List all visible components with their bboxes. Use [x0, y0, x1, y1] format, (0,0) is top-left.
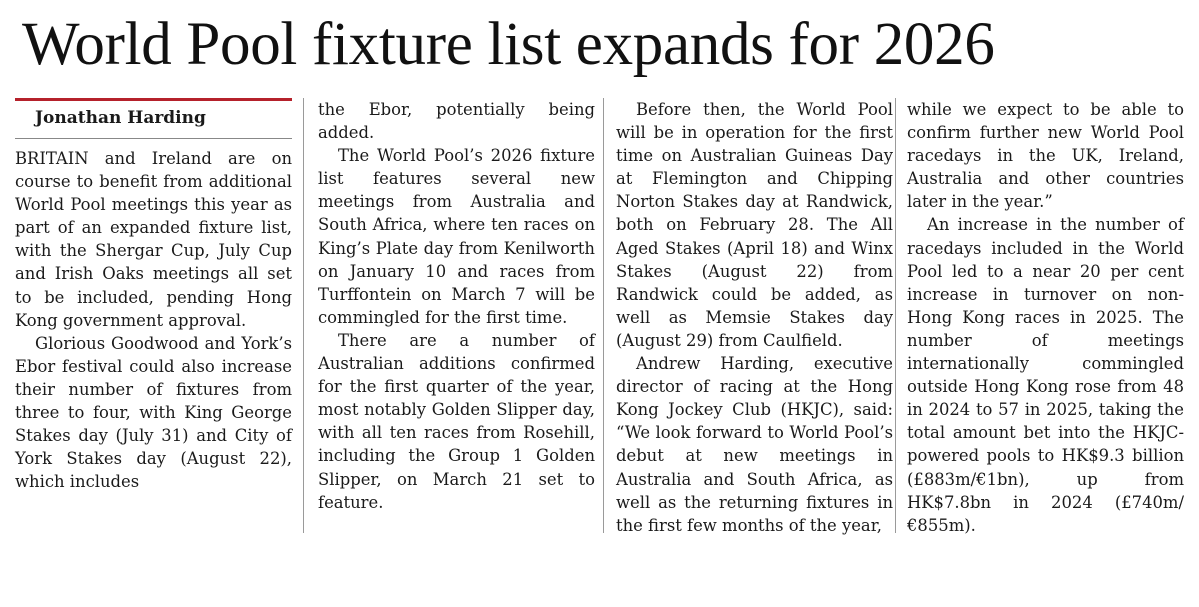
- paragraph: Before then, the World Pool will be in operation for the first time on Australian Guineas Day at Flemington and Chipping Norton Stakes day at Randwick, both on February 28. The All Aged Stakes (April 18) and Winx Stakes (August 22) from Randwick could be added, as well as Memsie Stakes day (August 29) from Caulfield.: [616, 100, 893, 350]
- article-column-1: [15, 98, 292, 493]
- column-divider: [895, 98, 896, 533]
- paragraph: Glorious Goodwood and York’s Ebor festival could also increase their number of fixtures from three to four, with King George Stakes day (July 31) and City of York Stakes day (August 22), which includes: [15, 333, 292, 492]
- article-column-2: [318, 98, 595, 514]
- paragraph: An increase in the number of racedays included in the World Pool led to a near 20 per cent increase in turnover on non-Hong Kong races in 2025. The number of meetings internationally commingled outside Hong Kong rose from 48 in 2024 to 57 in 2025, taking the total amount bet into the HKJC-powered pools to HK$9.3 billion (£883m/€1bn), up from HK$7.8bn in 2024 (£740m/€855m).: [907, 215, 1184, 535]
- article-body: [0, 98, 1199, 598]
- paragraph: Andrew Harding, executive director of racing at the Hong Kong Jockey Club (HKJC), said: “We look forward to World Pool’s debut at new meetings in Australia and South Africa, as well as the returning fixtures in the first few months of the year,: [616, 354, 893, 535]
- byline-accent-rule: [15, 98, 292, 101]
- article-column-3: [616, 98, 893, 537]
- paragraph: The World Pool’s 2026 fixture list features several new meetings from Australia and South Africa, where ten races on King’s Plate day from Kenilworth on January 10 and races from Turffontein on March 7 will be commingled for the first time.: [318, 146, 595, 327]
- column-divider: [303, 98, 304, 533]
- paragraph: There are a number of Australian additions confirmed for the first quarter of the year, most notably Golden Slipper day, with all ten races from Rosehill, including the Group 1 Golden Slipper, on March 21 set to feature.: [318, 330, 595, 512]
- article-column-4: [907, 98, 1184, 537]
- headline: World Pool fixture list expands for 2026: [22, 11, 995, 78]
- byline: Jonathan Harding: [15, 107, 292, 139]
- paragraph: the Ebor, potentially being added.: [318, 100, 595, 143]
- paragraph: while we expect to be able to confirm further new World Pool racedays in the UK, Ireland, Australia and other countries later in the year.”: [907, 100, 1184, 212]
- column-divider: [603, 98, 604, 533]
- paragraph: BRITAIN and Ireland are on course to benefit from additional World Pool meetings this year as part of an expanded fixture list, with the Shergar Cup, July Cup and Irish Oaks meetings all set to be included, pending Hong Kong government approval.: [15, 149, 292, 330]
